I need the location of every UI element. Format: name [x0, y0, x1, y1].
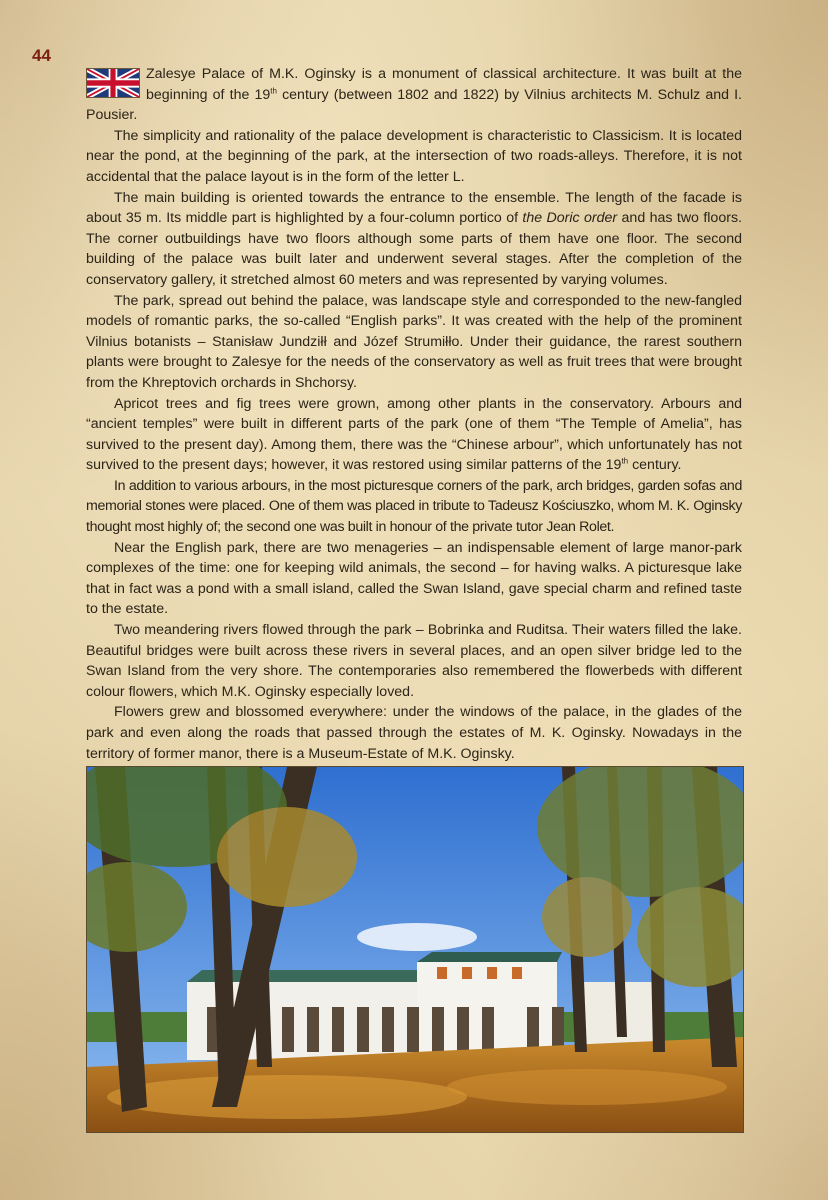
- paragraph-1-text: Zalesye Palace of M.K. Oginsky is a monument of classical architecture. It was built at the beginning of the 19: [146, 66, 742, 103]
- paragraph-7: Near the English park, there are two menageries – an indispensable element of large manor-park complexes of the time: one for keeping wild animals, the second – for having walks. A picturesque lake that in fact was a pond with a small island, called the Swan Island, gave special charm and refined taste to the estate.: [86, 539, 742, 618]
- paragraph-9: Flowers grew and blossomed everywhere: under the windows of the palace, in the glades of the park and even along the roads that passed through the estates of M. K. Oginsky. Nowadays in the territory of former manor, there is a Museum-Estate of M.K. Oginsky.: [86, 704, 742, 762]
- palace-photo: [86, 766, 744, 1133]
- paragraph-5-text: Apricot trees and fig trees were grown, among other plants in the conservatory. Arbours and “ancient temples” were built in different parts of the park (one of them “The Temple of Amelia”, has survived to the present day). Among them, there was the “Chinese arbour”, which unfortunately has not survived to the present days; however, it was restored using similar patterns of the 19: [86, 395, 742, 474]
- paragraph-5: [86, 394, 742, 476]
- uk-flag-icon: [86, 68, 140, 98]
- paragraph-8: Two meandering rivers flowed through the park – Bobrinka and Ruditsa. Their waters filled the lake. Beautiful bridges were built across these rivers in several places, and an open silver bridge led to the Swan Island from the very shore. The contemporaries also remembered the flowerbeds with different colour flowers, which M.K. Oginsky especially loved.: [86, 622, 742, 700]
- paragraph-3-end: and has two floors. The corner outbuildings have two floors although some parts of them have one floor. The second building of the palace was built later and underwent several stages. After the completion of the conservatory gallery, it stretched almost 60 meters and was represented by varying volumes.: [86, 210, 742, 288]
- paragraph-4: The park, spread out behind the palace, was landscape style and corresponded to the new-fangled models of romantic parks, the so-called “English parks”. It was created with the help of the prominent Vilnius botanists – Stanisław Jundziłł and Józef Strumiłło. Under their guidance, the rarest southern plants were brought to Zalesye for the needs of the conservatory as well as fruit trees that were brought from the Khreptovich orchards in Shchorsy.: [86, 292, 742, 391]
- ordinal-suffix: th: [621, 456, 629, 466]
- paragraph-3: [86, 188, 742, 291]
- paragraph-6: In addition to various arbours, in the most picturesque corners of the park, arch bridges, garden sofas and memorial stones were placed. One of them was placed in tribute to Tadeusz Kościuszko, whom M. K. Oginsky thought most highly of; the second one was built in honour of the private tutor Jean Rolet.: [86, 477, 742, 536]
- page-number: 44: [32, 46, 51, 65]
- paragraph-1: [86, 64, 742, 126]
- paragraph-5-end: century.: [628, 457, 682, 474]
- article-text: [86, 64, 742, 764]
- doric-order-emphasis: the Doric order: [522, 210, 618, 227]
- paragraph-2: The simplicity and rationality of the palace development is characteristic to Classicism. It is located near the pond, at the beginning of the park, at the intersection of two roads-alleys. Therefore, it is not accidental that the palace layout is in the form of the letter L.: [86, 127, 742, 185]
- paragraph-1-end: century (between 1802 and 1822) by Vilnius architects M. Schulz and I. Pousier.: [86, 86, 743, 124]
- ordinal-suffix: th: [270, 85, 277, 95]
- paragraph-3-text: The main building is oriented towards the entrance to the ensemble. The length of the facade is about 35 m. Its middle part is highlighted by a four-column portico of: [86, 189, 742, 227]
